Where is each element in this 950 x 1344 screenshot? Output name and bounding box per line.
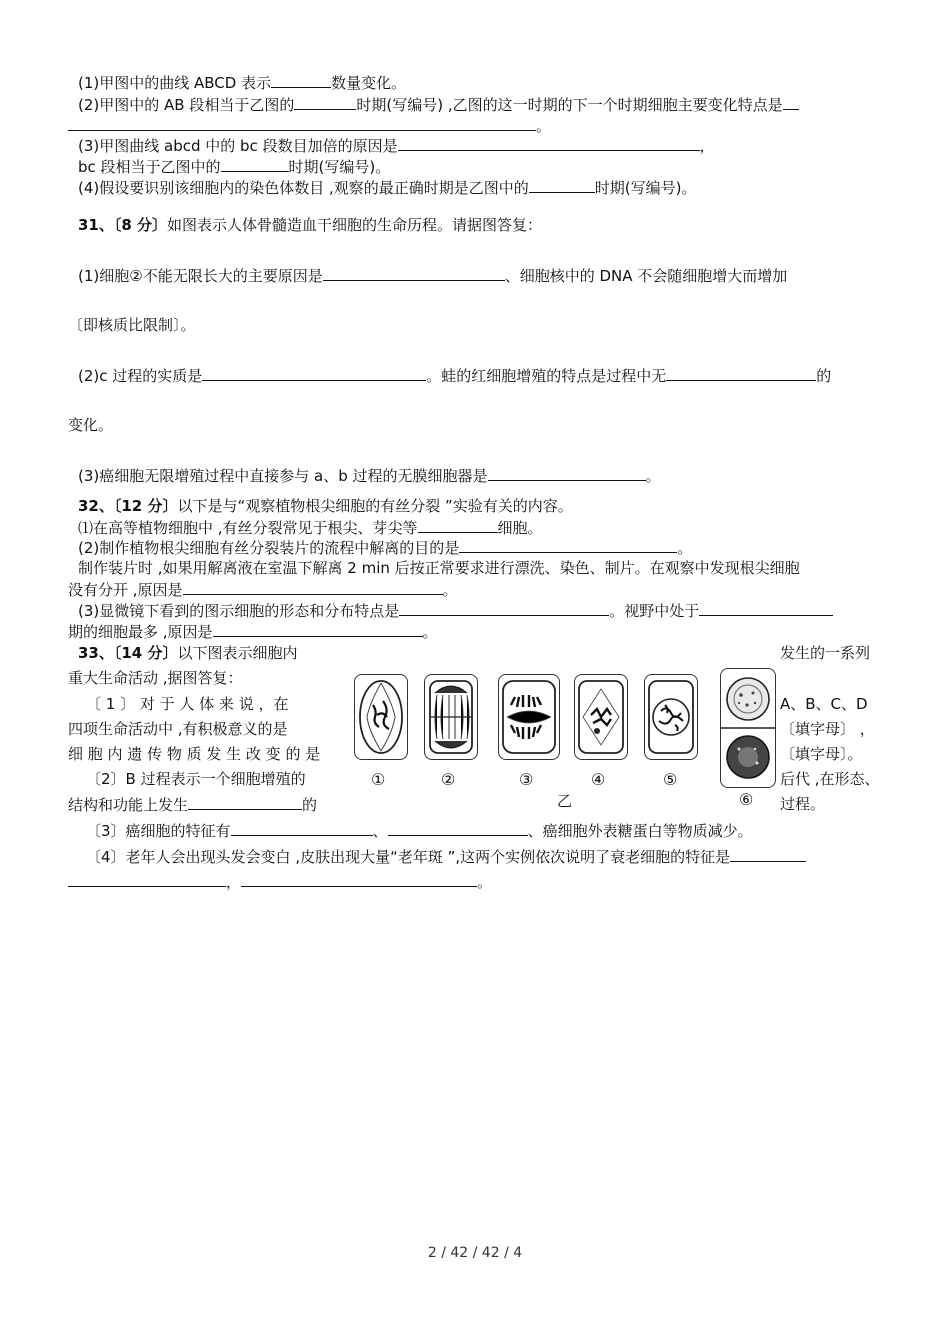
q31-item-2-cont <box>68 415 113 435</box>
question-stem-cont: 重大生命活动 ,据图答复： <box>68 669 243 687</box>
q33-item-1-right2: 〔填字母〕 ， <box>780 720 875 738</box>
figure-label-2: ② <box>441 770 456 789</box>
q33-item-3-tail: 、癌细胞外表糖蛋白等物质减少。 <box>527 822 753 840</box>
q33-item-1-r1 <box>780 694 868 714</box>
q33-item-1-l3 <box>68 744 320 764</box>
q33-item-1-line2: 四项生命活动中 ,有积极意义的是 <box>68 720 288 738</box>
q31-item-1-cont-text: 〔即核质比限制〕。 <box>68 316 196 334</box>
q32-item-3b <box>68 621 438 642</box>
answer-blank[interactable] <box>241 871 477 887</box>
figure-label-3: ③ <box>519 770 534 789</box>
answer-blank[interactable] <box>388 820 528 836</box>
q30-item-3 <box>78 135 715 156</box>
q30-item-3b-tail: 时期(写编号)。 <box>288 158 391 176</box>
q33-item-4b <box>68 871 492 892</box>
q33-item-4b-tail: 。 <box>477 873 493 891</box>
q33-heading-right <box>780 643 870 663</box>
q33-item-1-right1: A、B、C、D <box>780 695 868 713</box>
q31-item-2-mid: 。蛙的红细胞增殖的特点是过程中无 <box>426 367 667 385</box>
q32-item-3-text: (3)显微镜下看到的图示细胞的形态和分布特点是 <box>78 602 400 620</box>
cell-image-4 <box>574 674 628 760</box>
q30-item-3b <box>78 156 390 177</box>
answer-blank[interactable] <box>418 517 498 533</box>
q31-item-3 <box>78 465 661 486</box>
cell-image-2 <box>424 674 478 760</box>
q30-item-2-mid: 时期(写编号) ,乙图的这一时期的下一个时期细胞主要变化特点是 <box>356 96 783 114</box>
q32-heading <box>78 496 573 516</box>
answer-blank[interactable] <box>399 600 609 616</box>
answer-blank[interactable] <box>271 72 331 88</box>
answer-blank[interactable] <box>783 94 799 110</box>
q33-item-2-r2 <box>780 794 825 814</box>
q33-item-1-r3 <box>780 744 863 764</box>
q31-item-1-text: (1)细胞②不能无限长大的主要原因是 <box>78 267 323 285</box>
q31-item-1-cont <box>68 315 196 335</box>
figure-label-5: ⑤ <box>663 770 678 789</box>
page-footer: 2 / 42 / 42 / 4 <box>427 1245 523 1261</box>
q32-item-3 <box>78 600 833 621</box>
cell-image-1 <box>354 674 408 760</box>
answer-blank[interactable] <box>730 846 806 862</box>
q33-item-1-r2 <box>780 719 875 739</box>
q30-item-4-text: (4)假设要识别该细胞内的染色体数目 ,观察的最正确时期是乙图中的 <box>78 179 529 197</box>
q30-item-4 <box>78 177 697 198</box>
q31-item-2-cont-text: 变化。 <box>68 416 114 434</box>
q31-item-2-tail: 的 <box>816 367 832 385</box>
q30-item-3-tail: ， <box>699 137 715 155</box>
q30-item-1-text: (1)甲图中的曲线 ABCD 表示 <box>78 74 272 92</box>
question-stem-right: 发生的一系列 <box>780 644 871 662</box>
q32-item-3-mid: 。视野中处于 <box>609 602 700 620</box>
q33-item-3-text: 〔3〕癌细胞的特征有 <box>86 822 231 840</box>
q30-item-1-tail: 数量变化。 <box>331 74 407 92</box>
q31-item-3-text: (3)癌细胞无限增殖过程中直接参与 a、b 过程的无膜细胞器是 <box>78 467 488 485</box>
answer-blank[interactable] <box>68 115 536 131</box>
q30-item-3b-text: bc 段相当于乙图中的 <box>78 158 221 176</box>
q33-item-2-l2 <box>68 794 317 815</box>
question-number: 31、 <box>78 216 114 234</box>
q33-item-2-l1 <box>86 769 306 789</box>
figure-label-6: ⑥ <box>739 790 754 809</box>
answer-blank[interactable] <box>323 265 505 281</box>
q31-item-2-text: (2)c 过程的实质是 <box>78 367 203 385</box>
q31-item-2 <box>78 365 831 386</box>
q32-item-2-text: (2)制作植物根尖细胞有丝分裂装片的流程中解离的目的是 <box>78 539 460 557</box>
q30-item-2-end: 。 <box>536 117 552 135</box>
question-score: 〔14 分〕 <box>113 644 178 662</box>
answer-blank[interactable] <box>398 135 700 151</box>
q32-item-1-text: ⑴在高等植物细胞中 ,有丝分裂常见于根尖、芽尖等 <box>78 519 418 537</box>
q32-item-2-tail: 。 <box>677 539 693 557</box>
q32-item-2 <box>78 537 692 558</box>
answer-blank[interactable] <box>68 871 226 887</box>
figure-label-1: ① <box>371 770 386 789</box>
answer-blank[interactable] <box>699 600 833 616</box>
q30-item-3-text: (3)甲图曲线 abcd 中的 bc 段数目加倍的原因是 <box>78 137 398 155</box>
question-number: 32、 <box>78 497 114 515</box>
q31-item-1 <box>78 265 787 286</box>
q33-item-2-right2: 过程。 <box>780 795 826 813</box>
q33-item-2-line2-tail: 的 <box>302 796 318 814</box>
q30-item-1 <box>78 72 406 93</box>
q32-item-1 <box>78 517 543 538</box>
q33-item-4 <box>86 846 806 867</box>
q32-item-2c <box>68 579 458 600</box>
answer-blank[interactable] <box>488 465 646 481</box>
q33-item-3 <box>86 820 753 841</box>
answer-blank[interactable] <box>294 94 356 110</box>
q32-item-3b-tail: 。 <box>422 623 438 641</box>
answer-blank[interactable] <box>188 794 302 810</box>
q33-item-1-l1 <box>86 694 288 714</box>
answer-blank[interactable] <box>529 177 595 193</box>
q32-item-1-tail: 细胞。 <box>497 519 543 537</box>
cell-image-3 <box>498 674 560 760</box>
question-stem: 以下是与“观察植物根尖细胞的有丝分裂 ”实验有关的内容。 <box>177 497 573 515</box>
cell-image-5 <box>644 674 698 760</box>
q31-item-1-tail: 、细胞核中的 DNA 不会随细胞增大而增加 <box>504 267 788 285</box>
question-stem: 以下图表示细胞内 <box>177 644 298 662</box>
answer-blank[interactable] <box>459 537 677 553</box>
q30-item-2-cont <box>68 115 551 136</box>
q30-item-4-tail: 时期(写编号)。 <box>594 179 697 197</box>
q33-item-3-mid: 、 <box>372 822 388 840</box>
q33-item-4-text: 〔4〕老年人会出现头发会变白 ,皮肤出现大量“老年斑 ”,这两个实例依次说明了衰老细胞的特征是 <box>86 848 731 866</box>
q31-item-3-tail: 。 <box>645 467 661 485</box>
answer-blank[interactable] <box>213 621 423 637</box>
q30-item-2-text: (2)甲图中的 AB 段相当于乙图的 <box>78 96 295 114</box>
answer-blank[interactable] <box>231 820 373 836</box>
q33-item-1-right3: 〔填字母〕。 <box>780 745 863 763</box>
answer-blank[interactable] <box>202 365 426 381</box>
q33-item-1-line1: 〔 1 〕 对 于 人 体 来 说 ，在 <box>86 695 289 713</box>
q32-item-3b-text: 期的细胞最多 ,原因是 <box>68 623 213 641</box>
q33-item-2-line1: 〔2〕B 过程表示一个细胞增殖的 <box>86 770 306 788</box>
question-score: 〔8 分〕 <box>113 216 168 234</box>
q33-item-1-l2 <box>68 719 288 739</box>
q33-item-1-line3: 细 胞 内 遗 传 物 质 发 生 改 变 的 是 <box>68 745 321 763</box>
q33-item-2-line2: 结构和功能上发生 <box>68 796 189 814</box>
q32-item-2c-tail: 。 <box>442 581 458 599</box>
figure-caption: 乙 <box>557 792 573 810</box>
answer-blank[interactable] <box>183 579 443 595</box>
q33-stem-cont <box>68 668 243 688</box>
figure-label-4: ④ <box>591 770 606 789</box>
question-number: 33、 <box>78 644 114 662</box>
q32-item-2b <box>78 558 800 578</box>
q30-item-2 <box>78 94 799 115</box>
q32-item-2c-text: 没有分开 ,原因是 <box>68 581 183 599</box>
q33-item-2-right1: 后代 ,在形态、 <box>780 770 880 788</box>
q32-item-2b-text: 制作装片时 ,如果用解离液在室温下解离 2 min 后按正常要求进行漂洗、染色、制片。在观察中发现根尖细胞 <box>78 559 800 577</box>
question-score: 〔12 分〕 <box>113 497 178 515</box>
question-stem: 如图表示人体骨髓造血干细胞的生命历程。请据图答复： <box>167 216 543 234</box>
answer-blank[interactable] <box>666 365 816 381</box>
q33-item-2-r1 <box>780 769 880 789</box>
q31-heading <box>78 215 542 235</box>
q33-item-4b-mid: ， <box>226 873 242 891</box>
answer-blank[interactable] <box>221 156 289 172</box>
cell-division-figure <box>352 666 782 816</box>
cell-image-6 <box>720 668 776 788</box>
q33-heading <box>78 643 298 663</box>
